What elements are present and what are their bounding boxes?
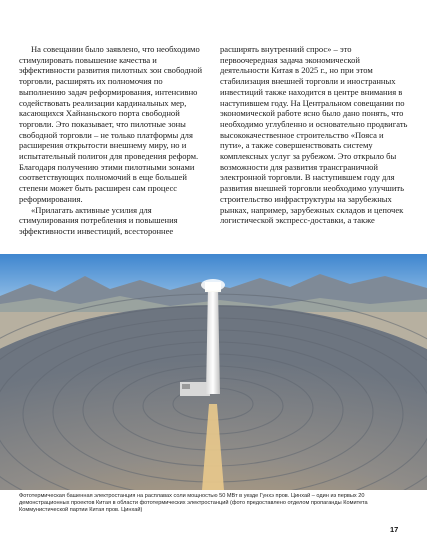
article-left-column xyxy=(19,44,207,237)
article-right-column xyxy=(220,44,408,226)
solar-tower-illustration xyxy=(0,254,427,490)
article-paragraph: расширять внутренний спрос» – это первоочередная задача экономической деятельности Китая в 2025 г., но при этом стабилизация внешней торговли и иностранных инвестиций также находится в центре внимания в наступившем году. На Центральном совещании по экономической работе ясно было дано понять, что необходимо углубленно и основательно продвигать высококачественное строительство «Пояса и пути», а также совершенствовать систему комплексных услуг за рубежом. Это открыло бы возможности для развития трансграничной электронной торговли. В наступившем году для развития внешней торговли необходимо улучшить строительство инфраструктуры на зарубежных рынках, например, зарубежных складов и цепочек логистической экспресс-доставки, а также xyxy=(220,44,408,226)
page-number: 17 xyxy=(390,525,399,534)
article-paragraph: «Прилагать активные усилия для стимулирования потребления и повышения эффективности инвестиций, всестороннее xyxy=(19,204,178,236)
article-paragraph: На совещании было заявлено, что необходимо стимулировать повышение качества и эффективности развития пилотных зон свободной торговли, расширять их полномочия по выполнению задач реформирования, интенсивно содействовать реализации кардинальных мер, касающихся Хайнаньского порта свободной торговли. Это показывает, что пилотные зоны свободной торговли – не только платформы для расширения открытости внешнему миру, но и испытательный полигон для проведения реформ. Благодаря получению этими пилотными зонами соответствующих полномочий в еще большей степени может быть расширен сам процесс реформирования. xyxy=(19,44,203,204)
solar-power-station-photo xyxy=(0,254,427,490)
photo-caption: Фототермическая башенная электростанция на расплавах соли мощностью 50 МВт в уезде Гунхэ пров. Цинхай – один из первых 20 демонстрационных проектов Китая в области фототермических электростанций (фото предоставлено отделом пропаганды Комитета Коммунистической партии Китая пров. Цинхай) xyxy=(19,493,368,514)
